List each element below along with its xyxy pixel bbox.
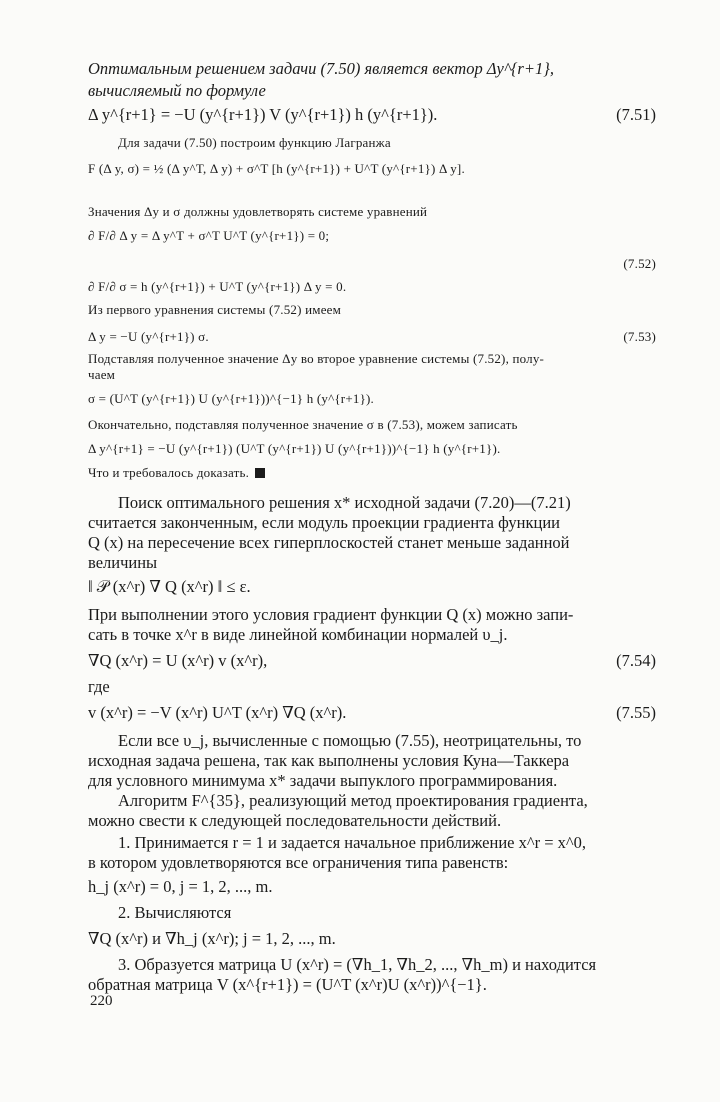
text-line-l13 <box>88 554 688 573</box>
line-text: сать в точке x^r в виде линейной комбинации нормалей υ_j. <box>88 625 508 644</box>
text-line-l7 <box>88 368 688 383</box>
line-text: ∇Q (x^r) и ∇h_j (x^r); j = 1, 2, ..., m. <box>88 929 336 948</box>
equation-number: (7.53) <box>623 329 656 344</box>
line-text: исходная задача решена, так как выполнены условия Куна—Таккера <box>88 751 570 770</box>
formula-eq754 <box>88 652 688 671</box>
text-line-l24 <box>88 904 718 923</box>
qed-square-icon <box>255 468 265 478</box>
text-line-l21 <box>88 812 688 831</box>
text-line-l23 <box>88 854 688 873</box>
line-text: 1. Принимается r = 1 и задается начальное приближение x^r = x^0, <box>118 833 587 852</box>
formula-eqgrad <box>88 930 688 949</box>
line-text: Значения Δy и σ должны удовлетворять системе уравнений <box>88 204 428 219</box>
text-line-l14 <box>88 606 688 625</box>
text-line-l11 <box>88 514 688 533</box>
equation-number: (7.55) <box>616 703 656 722</box>
line-text: для условного минимума x* задачи выпуклого программирования. <box>88 771 558 790</box>
line-text: Δ y = −U (y^{r+1}) σ. <box>88 329 209 344</box>
line-text: где <box>88 677 110 696</box>
formula-eqF <box>88 162 688 177</box>
formula-eqs <box>88 392 688 407</box>
line-text: Из первого уравнения системы (7.52) имеем <box>88 302 342 317</box>
line-text: Что и требовалось доказать. <box>88 465 250 480</box>
line-text: v (x^r) = −V (x^r) U^T (x^r) ∇Q (x^r). <box>88 703 347 722</box>
line-text: Подставляя полученное значение Δy во второе уравнение системы (7.52), полу- <box>88 351 545 366</box>
line-text: Если все υ_j, вычисленные с помощью (7.55), неотрицательны, то <box>118 731 582 750</box>
line-text: F (Δ y, σ) = ½ (Δ y^T, Δ y) + σ^T [h (y^{r+1}) + U^T (y^{r+1}) Δ y]. <box>88 161 465 176</box>
text-line-l22 <box>88 834 718 853</box>
formula-eqnorm <box>88 578 688 597</box>
line-text: Алгоритм F^{35}, реализующий метод проектирования градиента, <box>118 791 588 810</box>
line-text: Окончательно, подставляя полученное значение σ в (7.53), можем записать <box>88 417 518 432</box>
equation-number: (7.52) <box>623 256 656 271</box>
line-text: Для задачи (7.50) построим функцию Лагранжа <box>118 135 391 150</box>
text-line-l17 <box>88 732 718 751</box>
text-line-l4 <box>88 205 688 220</box>
text-line-l26 <box>88 976 688 995</box>
equation-number: (7.54) <box>616 651 656 670</box>
line-text: вычисляемый по формуле <box>88 81 266 100</box>
line-text: в котором удовлетворяются все ограничения типа равенств: <box>88 853 509 872</box>
formula-eq753 <box>88 330 688 345</box>
line-text: σ = (U^T (y^{r+1}) U (y^{r+1}))^{−1} h (y^{r+1}). <box>88 391 374 406</box>
line-text: ∇Q (x^r) = U (x^r) v (x^r), <box>88 651 268 670</box>
line-text: При выполнении этого условия градиент функции Q (x) можно запи- <box>88 605 574 624</box>
text-line-l9 <box>88 466 688 481</box>
page-number: 220 <box>90 993 113 1009</box>
formula-eq755 <box>88 704 688 723</box>
text-line-l10 <box>88 494 718 513</box>
line-text: 3. Образуется матрица U (x^r) = (∇h_1, ∇h_2, ..., ∇h_m) и находится <box>118 955 597 974</box>
line-text: ‖ 𝒫 (x^r) ∇ Q (x^r) ‖ ≤ ε. <box>88 577 251 596</box>
text-line-l25 <box>88 956 718 975</box>
line-text: считается законченным, если модуль проекции градиента функции <box>88 513 560 532</box>
line-text: Поиск оптимального решения x* исходной задачи (7.20)—(7.21) <box>118 493 571 512</box>
line-text: Δ y^{r+1} = −U (y^{r+1}) (U^T (y^{r+1}) U (y^{r+1}))^{−1} h (y^{r+1}). <box>88 441 501 456</box>
line-text: Q (x) на пересечение всех гиперплоскостей станет меньше заданной <box>88 533 570 552</box>
line-text: h_j (x^r) = 0, j = 1, 2, ..., m. <box>88 877 273 896</box>
line-text: Оптимальным решением задачи (7.50) является вектор Δy^{r+1}, <box>88 59 554 78</box>
text-line-l3 <box>88 136 718 151</box>
text-line-l2 <box>88 82 688 101</box>
line-text: чаем <box>88 367 116 382</box>
line-text: ∂ F/∂ σ = h (y^{r+1}) + U^T (y^{r+1}) Δ y = 0. <box>88 279 347 294</box>
text-line-l6 <box>88 352 688 367</box>
text-line-l15 <box>88 626 688 645</box>
equation-number: (7.51) <box>616 105 656 124</box>
text-line-l16 <box>88 678 688 697</box>
text-line-l19 <box>88 772 688 791</box>
text-line-l18 <box>88 752 688 771</box>
line-text: величины <box>88 553 158 572</box>
text-line-l1 <box>88 60 688 79</box>
line-text: ∂ F/∂ Δ y = Δ y^T + σ^T U^T (y^{r+1}) = 0; <box>88 228 330 243</box>
text-line-l8 <box>88 418 688 433</box>
line-text: можно свести к следующей последовательности действий. <box>88 811 502 830</box>
formula-eq752a <box>88 229 688 244</box>
line-text: Δ y^{r+1} = −U (y^{r+1}) V (y^{r+1}) h (y^{r+1}). <box>88 105 438 124</box>
text-line-l5 <box>88 303 688 318</box>
line-text: обратная матрица V (x^{r+1}) = (U^T (x^r)U (x^r))^{−1}. <box>88 975 487 994</box>
text-line-l12 <box>88 534 688 553</box>
formula-eqh <box>88 878 688 897</box>
line-text: 2. Вычисляются <box>118 903 232 922</box>
formula-eqfin <box>88 442 688 457</box>
formula-eq752b <box>88 280 688 295</box>
formula-eq751 <box>88 106 688 125</box>
text-line-l20 <box>88 792 718 811</box>
